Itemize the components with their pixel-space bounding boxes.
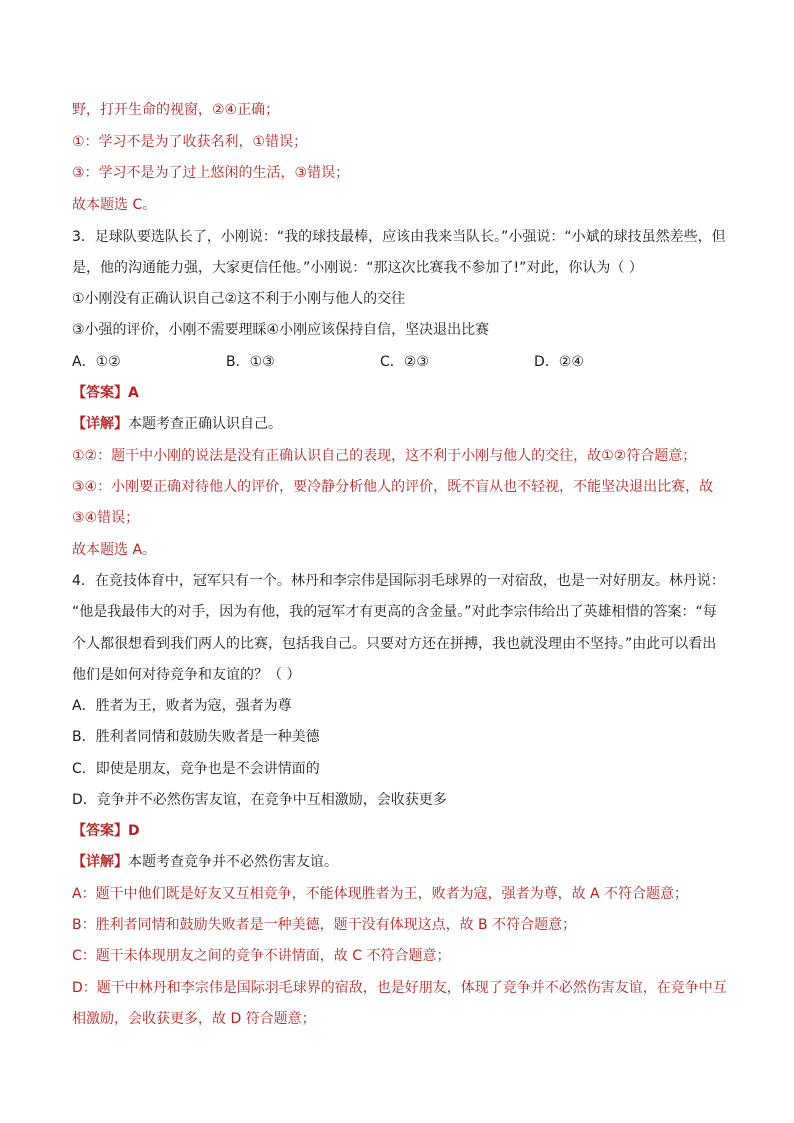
question-3-statement: ①小刚没有正确认识自己②这不利于小刚与他人的交往 xyxy=(72,291,406,307)
option-c: C．即使是朋友，竞争也是不会讲情面的 xyxy=(72,761,320,777)
option-b: B．①③ xyxy=(226,354,275,370)
question-3-stem: 3．足球队要选队长了，小刚说：“我的球技最棒，应该由我来当队长。”小强说：“小斌的球技虽然差些，但 xyxy=(72,229,726,245)
explanation-line: 野，打开生命的视窗，②④正确； xyxy=(72,102,280,118)
question-3-options xyxy=(72,352,732,374)
explanation-line: D：题干中林丹和李宗伟是国际羽毛球界的宿敌，也是好朋友，体现了竞争并不必然伤害友谊，在竞争中互 xyxy=(72,980,727,996)
option-d: D．竞争并不必然伤害友谊，在竞争中互相激励，会收获更多 xyxy=(72,792,447,808)
question-3-answer: 【答案】A xyxy=(72,385,139,401)
explanation-line: B：胜利者同情和鼓励失败者是一种美德，题干没有体现这点，故 B 不符合题意； xyxy=(72,917,577,933)
detail-text: 本题考查竞争并不必然伤害友谊。 xyxy=(128,854,338,870)
detail-text: 本题考查正确认识自己。 xyxy=(128,416,282,432)
option-c: C．②③ xyxy=(380,354,429,370)
explanation-line: 相激励，会收获更多，故 D 符合题意； xyxy=(72,1011,316,1027)
option-a: A．①② xyxy=(72,354,121,370)
question-4-stem: 个人都很想看到我们两人的比赛，包括我自己。只要对方还在拼搏，我也就没理由不坚持。”由此可以看出 xyxy=(72,636,717,652)
question-3-statement: ③小强的评价，小刚不需要理睬④小刚应该保持自信，坚决退出比赛 xyxy=(72,322,490,338)
question-3-stem: 是，他的沟通能力强，大家更信任他。”小刚说：“那这次比赛我不参加了!”对此，你认为（ ） xyxy=(72,260,643,276)
conclusion-line: 故本题选 C。 xyxy=(72,197,157,213)
explanation-line: A：题干中他们既是好友又互相竞争，不能体现胜者为王，败者为寇，强者为尊，故 A 不符合题意； xyxy=(72,886,689,902)
question-4-stem: “他是我最伟大的对手，因为有他，我的冠军才有更高的含金量。”对此李宗伟给出了英雄相惜的答案：“每 xyxy=(72,604,717,620)
option-b: B．胜利者同情和鼓励失败者是一种美德 xyxy=(72,729,320,745)
question-4-detail xyxy=(72,852,732,874)
question-3-detail xyxy=(72,414,732,436)
detail-tag: 【详解】 xyxy=(72,854,128,870)
option-a: A．胜者为王，败者为寇，强者为尊 xyxy=(72,698,292,714)
question-4-stem: 4．在竞技体育中，冠军只有一个。林丹和李宗伟是国际羽毛球界的一对宿敌，也是一对好朋友。林丹说： xyxy=(72,573,725,589)
question-4-answer: 【答案】D xyxy=(72,823,140,839)
detail-tag: 【详解】 xyxy=(72,416,128,432)
explanation-line: ①②：题干中小刚的说法是没有正确认识自己的表现，这不利于小刚与他人的交往，故①②符合题意； xyxy=(72,448,697,464)
explanation-line: ①：学习不是为了收获名利，①错误； xyxy=(72,134,308,150)
explanation-line: ③④错误； xyxy=(72,510,140,526)
explanation-line: ③④：小刚要正确对待他人的评价，要冷静分析他人的评价，既不盲从也不轻视，不能坚决退出比赛，故 xyxy=(72,479,714,495)
conclusion-line: 故本题选 A。 xyxy=(72,542,157,558)
explanation-line: ③：学习不是为了过上悠闲的生活，③错误； xyxy=(72,165,350,181)
question-4-stem: 他们是如何对待竞争和友谊的？（ ） xyxy=(72,667,301,683)
option-d: D．②④ xyxy=(534,354,584,370)
explanation-line: C：题干未体现朋友之间的竞争不讲情面，故 C 不符合题意； xyxy=(72,948,451,964)
